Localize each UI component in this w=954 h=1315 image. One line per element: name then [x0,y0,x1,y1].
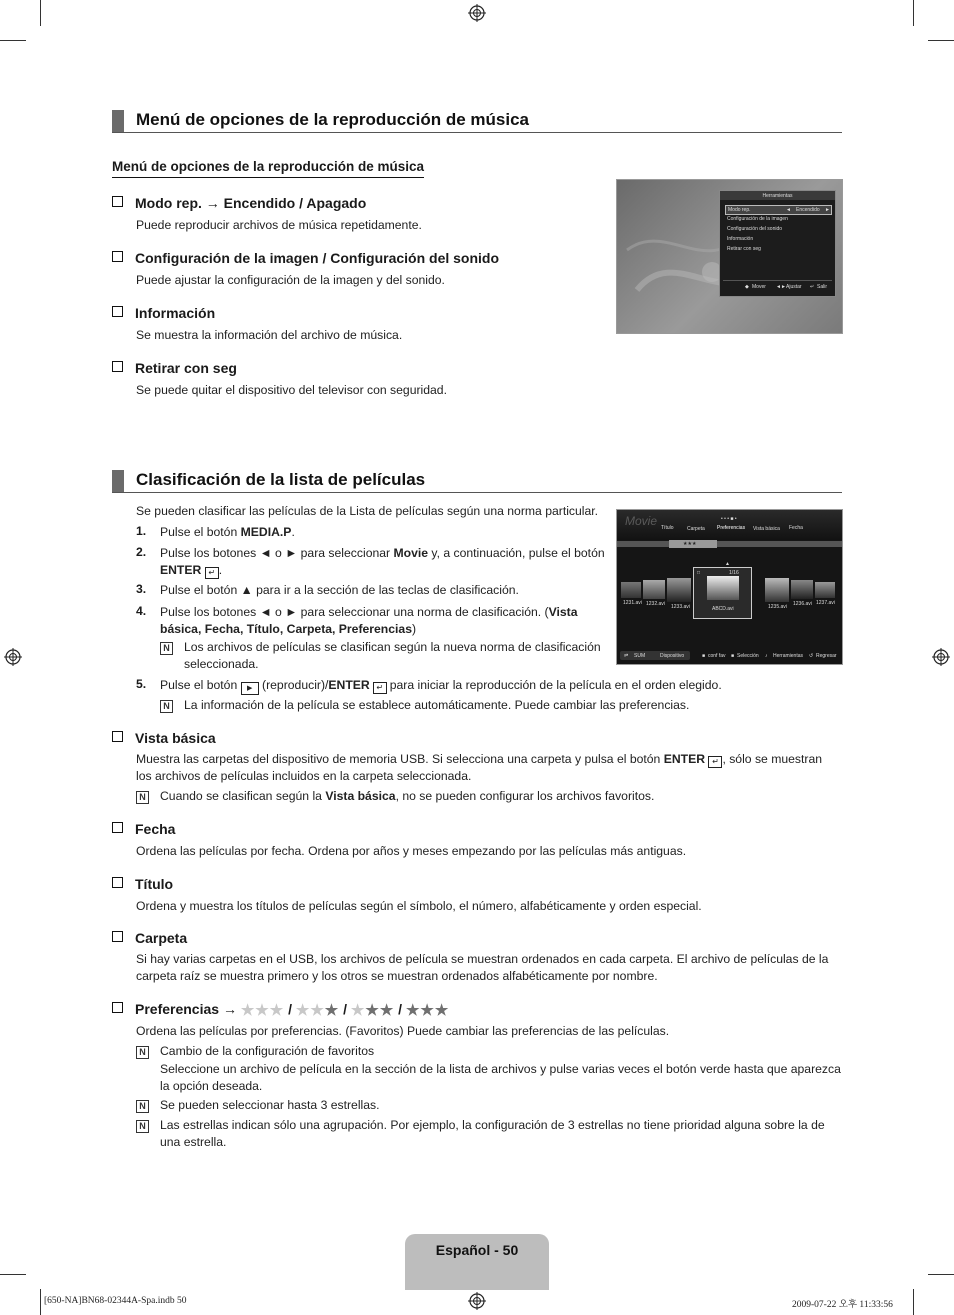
tools-row[interactable]: Configuración del sonido [727,226,783,232]
adjust-icon: ◄► [776,284,786,290]
note-icon: N [160,700,173,713]
play-button-icon: ▶ [241,682,259,695]
item-heading-config [112,250,499,267]
item-heading-retirar [112,360,237,377]
star-separator: / [284,1001,296,1017]
sort-tab[interactable]: Carpeta [687,526,705,532]
file-name: 1235.avi [768,604,787,610]
sort-tab[interactable]: Vista básica [753,526,780,532]
item-heading-vista-basica: Vista básica [112,730,216,747]
sort-tab[interactable]: Título [661,525,674,531]
thumbnail[interactable] [667,578,691,602]
star-group-2 [351,1002,394,1019]
crop-mark [928,40,954,41]
step-4-note: Los archivos de películas se clasifican según la nueva norma de clasificación seleccionada. [184,640,601,671]
return-label: Regresar [816,653,837,659]
file-name: ABCD.avi [712,606,734,612]
tools-icon: ♪ [765,653,768,659]
star-icon: ★ [255,1002,270,1019]
checkbox-icon: □ [697,570,701,576]
tools-menu [719,190,836,297]
section-title-text: Menú de opciones de la reproducción de música [136,110,529,129]
device-bar [620,651,690,660]
print-file-info: [650-NA]BN68-02344A-Spa.indb 50 [44,1296,187,1306]
star-rating-options [241,1001,449,1017]
checkbox-bullet-icon [112,306,123,317]
thumbnail-selected[interactable] [693,567,752,619]
device-label: SUM [634,653,646,659]
crop-mark [913,1289,914,1315]
step-number: 5. [136,677,147,691]
select-label: Selección [737,653,759,659]
thumbnail[interactable] [791,580,813,599]
tools-row[interactable]: Información [727,236,754,242]
tools-row-value: Encendido [796,207,820,213]
pref-note-2: Se pueden seleccionar hasta 3 estrellas. [160,1098,380,1112]
crop-mark [40,1289,41,1315]
heading-bar [112,110,124,132]
usb-icon: ⇌ [624,653,629,659]
heading-bar [112,470,124,492]
crop-mark [0,1274,26,1275]
checkbox-bullet-icon [112,1002,123,1013]
fecha-text: Ordena las películas por fecha. Ordena por años y meses empezando por las películas más antiguas. [136,844,687,858]
vista-text: Muestra las carpetas del dispositivo de memoria USB. Si selecciona una carpeta y pulsa el botón ENTER ↵ , sólo se muestran los archivos de películas incluidos en la carpeta seleccionada. [136,752,823,783]
vista-note: Cuando se clasifican según la Vista básica, no se pueden configurar los archivos favoritos. [160,789,655,803]
left-arrow-icon: ◄ [786,207,791,213]
file-name: 1232.avi [646,601,665,607]
step-1: Pulse el botón MEDIA.P. [160,525,295,539]
page-number-badge [405,1234,549,1290]
tools-menu-title: Herramientas [762,193,793,199]
crop-mark [0,40,26,41]
star-icon: ★ [420,1002,435,1019]
star-icon: ★ [310,1002,325,1019]
item-heading-text: Retirar con seg [135,360,237,376]
star-icon: ★ [379,1002,395,1019]
star-group-1 [296,1002,339,1019]
star-separator: / [394,1001,406,1017]
exit-label: Salir [817,284,828,290]
step-number: 2. [136,545,147,559]
up-arrow-icon: ▲ [725,561,730,567]
note-icon: N [136,1046,149,1059]
crop-mark [913,0,914,26]
thumbnail[interactable] [643,580,665,599]
thumbnail[interactable] [765,578,789,602]
step-4: Pulse los botones ◄ o ► para seleccionar una norma de clasificación. (Vista básica, Fecha, Título, Carpeta, Preferencias) [160,605,578,636]
item-heading-preferencias: Preferencias → ★★★ / ★★★ / ★★★ / ★★★ [112,1001,449,1019]
item-text: Se puede quitar el dispositivo del televisor con seguridad. [136,383,447,397]
checkbox-bullet-icon [112,361,123,372]
file-name: 1233.avi [671,604,690,610]
adjust-label: Ajustar [786,284,802,290]
green-button-icon: ■ [702,653,706,659]
section-title-music-options [112,110,842,133]
item-heading-text: Información [135,305,216,321]
yellow-button-icon: ■ [731,653,735,659]
checkbox-bullet-icon [112,931,123,942]
sort-tab-selected[interactable]: Preferencias [717,525,746,531]
item-heading-text: Modo rep. → Encendido / Apagado [135,195,367,211]
thumbnail[interactable] [621,582,641,598]
move-icon: ◆ [745,284,749,290]
star-icon: ★ [240,1002,256,1019]
section-title-text: Clasificación de la lista de películas [136,470,426,489]
star-icon: ★ [405,1002,421,1019]
step-number: 3. [136,582,147,596]
step-5: Pulse el botón ▶ (reproducir)/ENTER ↵ para iniciar la reproducción de la película en el orden elegido. [160,677,722,695]
star-icon: ★ [365,1002,380,1019]
tools-row-label: Modo rep. [728,207,751,213]
movie-screen-title: Movie [625,514,658,528]
movie-list-screenshot [616,509,843,665]
exit-icon: ↵ [810,284,815,290]
tools-row-selected[interactable] [725,205,832,215]
pref-note-1-detail: Seleccione un archivo de película en la sección de la lista de archivos y pulse varias veces el botón verde hasta que aparezca la opción deseada. [160,1062,841,1093]
tools-label: Herramientas [773,653,804,659]
item-heading-modo-rep [112,195,366,212]
item-text: Puede ajustar la configuración de la imagen y del sonido. [136,273,445,287]
star-group-0 [241,1002,284,1019]
item-text: Se muestra la información del archivo de música. [136,328,403,342]
preferencias-text: Ordena las películas por preferencias. (Favoritos) Puede cambiar las preferencias de las películas. [136,1024,670,1038]
enter-icon: ↵ [373,682,387,694]
registration-mark-icon [932,648,950,666]
registration-mark-icon [468,1292,486,1310]
note-icon: N [136,1120,149,1133]
enter-icon: ↵ [205,567,219,579]
tools-row[interactable]: Retirar con seg [727,246,761,252]
file-name: 1236.avi [793,601,812,607]
step-number: 4. [136,604,147,618]
checkbox-bullet-icon [112,731,123,742]
sort-stars-bar: ★★★ [669,540,717,548]
step-5-note: La información de la película se establece automáticamente. Puede cambiar las preferencias. [184,698,690,712]
checkbox-bullet-icon [112,877,123,888]
star-icon: ★ [324,1002,340,1019]
step-3: Pulse el botón ▲ para ir a la sección de las teclas de clasificación. [160,583,519,597]
file-name: 1231.avi [623,600,642,606]
item-heading-titulo: Título [112,876,173,893]
file-name: 1237.avi [816,600,835,606]
star-icon: ★ [350,1002,366,1019]
music-tools-screenshot [616,179,843,334]
item-heading-fecha: Fecha [112,821,175,838]
step-number: 1. [136,524,147,538]
pref-note-3: Las estrellas indican sólo una agrupación. Por ejemplo, la configuración de 3 estrellas no tiene prioridad alguna sobre la de una estrella. [160,1118,825,1149]
registration-mark-icon [468,4,486,22]
pref-note-1: Cambio de la configuración de favoritos [160,1044,375,1058]
item-heading-informacion [112,305,215,322]
print-date-info: 2009-07-22 오후 11:33:56 [792,1300,893,1310]
move-label: Mover [752,284,766,290]
device-button-label: Dispositivo [660,653,685,659]
registration-mark-icon [4,648,22,666]
star-icon: ★ [434,1002,450,1019]
item-text: Puede reproducir archivos de música repetidamente. [136,218,422,232]
enter-icon: ↵ [708,756,722,768]
tools-row[interactable]: Configuración de la imagen [727,216,788,222]
step-2: Pulse los botones ◄ o ► para seleccionar Movie y, a continuación, pulse el botón ENTER ↵ . [160,546,605,577]
item-heading-carpeta: Carpeta [112,930,187,947]
page-dots: • • • ■ • [721,516,737,522]
note-icon: N [136,791,149,804]
page-number: Español - 50 [435,1242,519,1258]
star-group-3 [406,1002,449,1019]
fav-label: conf fav [708,653,726,659]
intro-text: Se pueden clasificar las películas de la Lista de películas según una norma particular. [136,504,599,518]
sort-tab[interactable]: Fecha [789,525,803,531]
checkbox-bullet-icon [112,251,123,262]
right-arrow-icon: ► [825,207,830,213]
star-icon: ★ [295,1002,311,1019]
item-heading-text: Configuración de la imagen / Configuración del sonido [135,250,500,266]
return-icon: ↺ [809,653,814,659]
note-icon: N [136,1100,149,1113]
titulo-text: Ordena y muestra los títulos de películas según el símbolo, el número, alfabéticamente y orden especial. [136,899,702,913]
crop-mark [928,1274,954,1275]
thumbnail[interactable] [815,582,835,598]
checkbox-bullet-icon [112,822,123,833]
star-separator: / [339,1001,351,1017]
checkbox-bullet-icon [112,196,123,207]
carpeta-text: Si hay varias carpetas en el USB, los archivos de película se muestran ordenados en cada carpeta. El archivo de películas de la carpeta raíz se muestra primero y los otros se muestran ordenados alfabéticamente por nombre. [136,952,829,983]
note-icon: N [160,642,173,655]
section-title-movie-sort [112,470,842,493]
crop-mark [40,0,41,26]
selected-count: 1/16 [729,570,739,576]
subsection-title: Menú de opciones de la reproducción de música [112,159,424,178]
star-icon: ★ [269,1002,285,1019]
